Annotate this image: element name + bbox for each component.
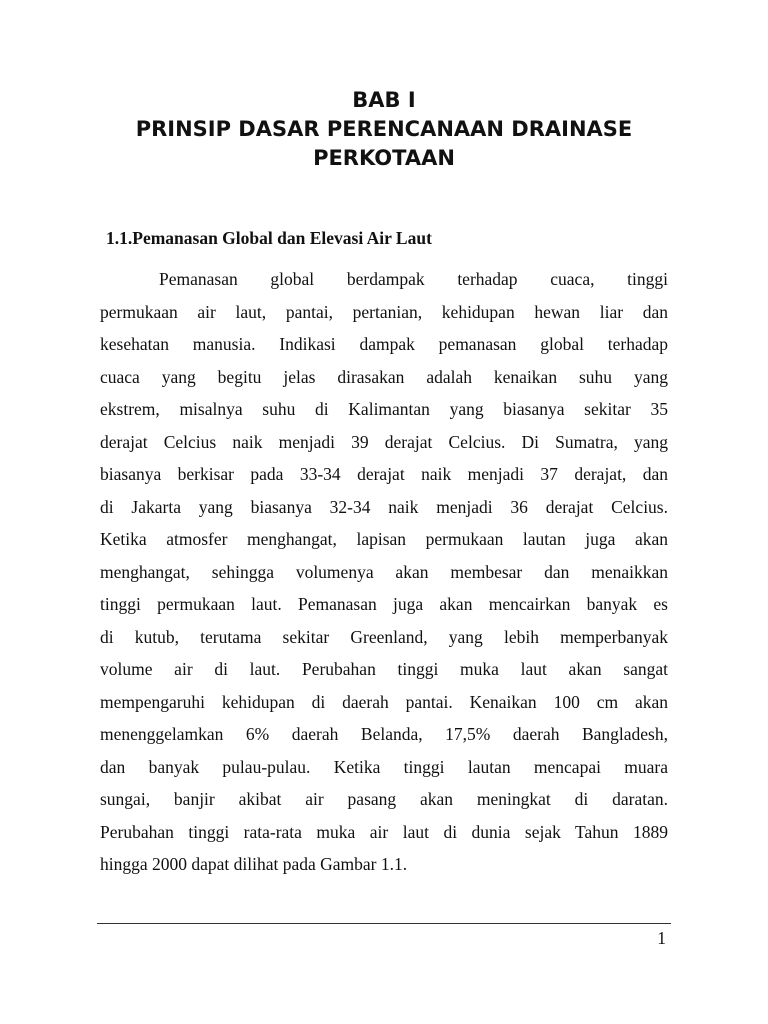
paragraph-line: Ketika atmosfer menghangat, lapisan permukaan lautan juga akan [100, 529, 668, 549]
paragraph-line: dan banyak pulau-pulau. Ketika tinggi lautan mencapai muara [100, 756, 668, 777]
paragraph-line: sungai, banjir akibat air pasang akan meningkat di daratan. [100, 789, 668, 809]
paragraph-line: di Jakarta yang biasanya 32-34 naik menjadi 36 derajat Celcius. [100, 496, 668, 517]
paragraph-line: mempengaruhi kehidupan di daerah pantai. Kenaikan 100 cm akan [100, 691, 668, 712]
page-number: 1 [657, 928, 666, 948]
chapter-number: BAB I [352, 88, 416, 112]
paragraph-line: di kutub, terutama sekitar Greenland, yang lebih memperbanyak [100, 626, 668, 647]
paragraph-line: menenggelamkan 6% daerah Belanda, 17,5% daerah Bangladesh, [100, 724, 668, 744]
section-heading: 1.1.Pemanasan Global dan Elevasi Air Laut [106, 228, 432, 248]
paragraph-line: ekstrem, misalnya suhu di Kalimantan yang biasanya sekitar 35 [100, 399, 668, 419]
body-paragraph [100, 263, 668, 881]
paragraph-line: Pemanasan global berdampak terhadap cuaca, tinggi [159, 269, 668, 289]
paragraph-line: Perubahan tinggi rata-rata muka air laut di dunia sejak Tahun 1889 [100, 821, 668, 842]
paragraph-line: derajat Celcius naik menjadi 39 derajat Celcius. Di Sumatra, yang [100, 431, 668, 452]
chapter-title [100, 86, 668, 173]
paragraph-line: volume air di laut. Perubahan tinggi muka laut akan sangat [100, 659, 668, 679]
footer-divider [97, 923, 671, 924]
chapter-title-line: PRINSIP DASAR PERENCANAAN DRAINASE [135, 117, 633, 141]
paragraph-line: menghangat, sehingga volumenya akan membesar dan menaikkan [100, 561, 668, 582]
paragraph-line: permukaan air laut, pantai, pertanian, kehidupan hewan liar dan [100, 301, 668, 322]
chapter-title-line: PERKOTAAN [313, 146, 455, 170]
paragraph-line: cuaca yang begitu jelas dirasakan adalah kenaikan suhu yang [100, 366, 668, 387]
paragraph-line: hingga 2000 dapat dilihat pada Gambar 1.1. [100, 854, 408, 874]
paragraph-line: kesehatan manusia. Indikasi dampak pemanasan global terhadap [100, 334, 668, 354]
paragraph-line: biasanya berkisar pada 33-34 derajat naik menjadi 37 derajat, dan [100, 464, 668, 484]
paragraph-line: tinggi permukaan laut. Pemanasan juga akan mencairkan banyak es [100, 594, 668, 614]
